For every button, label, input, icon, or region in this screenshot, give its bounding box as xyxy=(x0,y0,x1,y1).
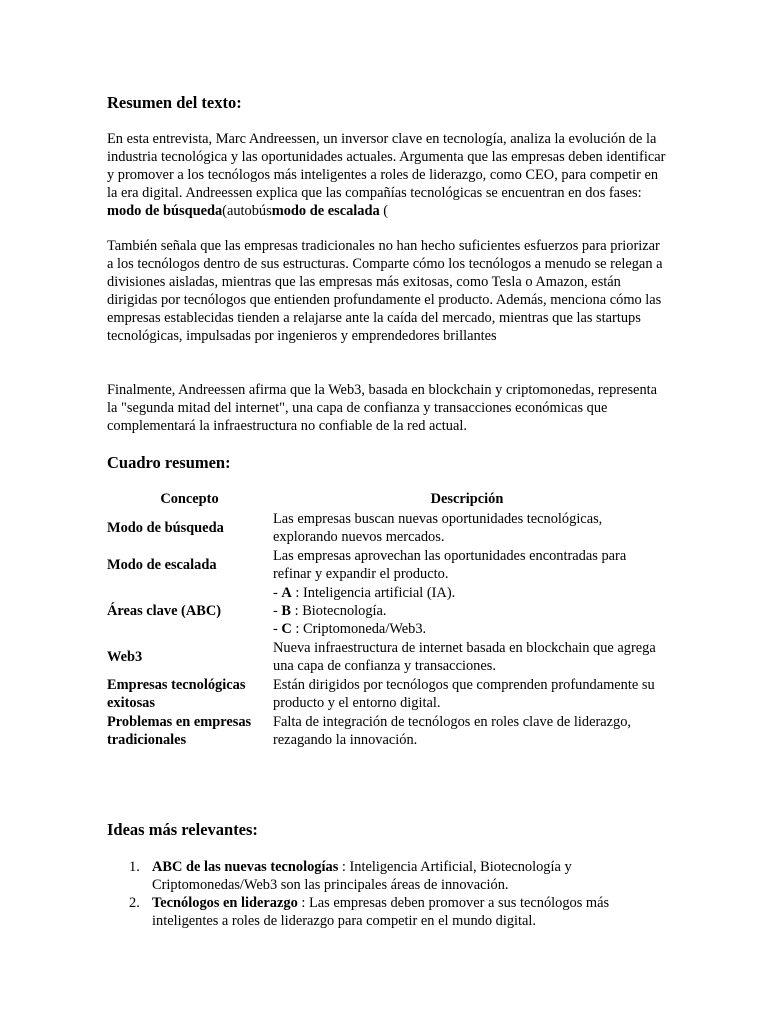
abc-text-c: : Criptomoneda/Web3. xyxy=(291,620,427,637)
column-header-description: Descripción xyxy=(430,491,504,507)
table-cell-concept: Modo de escalada xyxy=(107,556,217,573)
table-row xyxy=(107,583,667,638)
table-cell-description: Las empresas buscan nuevas oportunidades tecnológicas, explorando nuevos mercados. xyxy=(273,510,603,545)
table-cell-concept: Modo de búsqueda xyxy=(107,519,224,536)
table-row xyxy=(107,509,667,546)
table-cell-description: Falta de integración de tecnólogos en roles clave de liderazgo, rezagando la innovación. xyxy=(273,713,632,748)
list-item-number: 2. xyxy=(129,895,140,911)
ideas-heading: Ideas más relevantes: xyxy=(107,820,258,839)
list-item xyxy=(129,858,652,894)
table-row xyxy=(107,638,667,675)
abc-item-a: - A : Inteligencia artificial (IA). xyxy=(273,584,456,601)
list-item-text: : Las empresas deben promover a sus tecnólogos más inteligentes a roles de liderazgo para competir en el mundo digital. xyxy=(152,895,610,929)
summary-heading: Resumen del texto: xyxy=(107,93,242,112)
list-item-text: : Inteligencia Artificial, Biotecnología y Criptomonedas/Web3 son las principales áreas de innovación. xyxy=(152,859,572,893)
table-cell-concept: Empresas tecnológicas exitosas xyxy=(107,676,246,711)
table-cell-description: Nueva infraestructura de internet basada en blockchain que agrega una capa de confianza y transacciones. xyxy=(273,639,656,674)
summary-paragraph-2: También señala que las empresas tradicionales no han hecho suficientes esfuerzos para priorizar a los tecnólogos dentro de sus estructuras. Comparte cómo los tecnólogos a menudo se relegan a divisiones aisladas, mientras que las empresas más exitosas, como Tesla o Amazon, están dirigidas por tecnólogos que entienden profundamente el producto. Además, menciona cómo las empresas establecidas tienden a relajarse ante la caída del mercado, mientras que las startups tecnológicas, impulsadas por ingenieros y emprendedores brillantes xyxy=(107,238,663,344)
table-header-row xyxy=(107,490,667,509)
table-heading: Cuadro resumen: xyxy=(107,453,231,472)
table-cell-description: Las empresas aprovechan las oportunidades encontradas para refinar y expandir el producto. xyxy=(273,547,627,582)
list-item-title: Tecnólogos en liderazgo xyxy=(152,895,298,911)
summary-paragraph-1 xyxy=(107,130,667,220)
list-item-title: ABC de las nuevas tecnologías xyxy=(152,859,339,875)
summary-p1-end: ( xyxy=(379,203,389,219)
table-cell-description: Están dirigidos por tecnólogos que comprenden profundamente su producto y el entorno digital. xyxy=(273,676,655,711)
abc-item-c: - C : Criptomoneda/Web3. xyxy=(273,620,427,637)
scale-mode-term: modo de escalada xyxy=(271,203,380,219)
list-item xyxy=(129,894,652,930)
summary-p1-mid: (autobús xyxy=(222,203,272,219)
table-cell-concept: Problemas en empresas tradicionales xyxy=(107,713,252,748)
list-item-number: 1. xyxy=(129,859,140,875)
table-cell-concept: Áreas clave (ABC) xyxy=(107,602,222,619)
abc-item-b: - B : Biotecnología. xyxy=(273,602,387,619)
abc-letter-b: B xyxy=(281,602,291,619)
table-row xyxy=(107,546,667,583)
table-row xyxy=(107,712,667,749)
table-row xyxy=(107,675,667,712)
search-mode-term: modo de búsqueda xyxy=(107,203,223,219)
summary-table xyxy=(107,490,667,749)
table-cell-description xyxy=(273,584,661,638)
abc-text-b: : Biotecnología. xyxy=(291,602,387,619)
abc-letter-c: C xyxy=(281,620,292,637)
summary-paragraph-3: Finalmente, Andreessen afirma que la Web3, basada en blockchain y criptomonedas, representa la "segunda mitad del internet", una capa de confianza y transacciones económicas que complementará la infraestructura no confiable de la red actual. xyxy=(107,382,658,434)
abc-letter-a: A xyxy=(281,584,292,601)
ideas-list xyxy=(129,858,652,930)
column-header-concept: Concepto xyxy=(160,491,219,507)
abc-text-a: : Inteligencia artificial (IA). xyxy=(291,584,456,601)
summary-p1-text: En esta entrevista, Marc Andreessen, un inversor clave en tecnología, analiza la evolución de la industria tecnológica y las oportunidades actuales. Argumenta que las empresas deben identificar y promover a los tecnólogos más inteligentes a roles de liderazgo, como CEO, para competir en la era digital. Andreessen explica que las compañías tecnológicas se encuentran en dos fases: xyxy=(107,131,666,201)
table-cell-concept: Web3 xyxy=(107,648,143,665)
